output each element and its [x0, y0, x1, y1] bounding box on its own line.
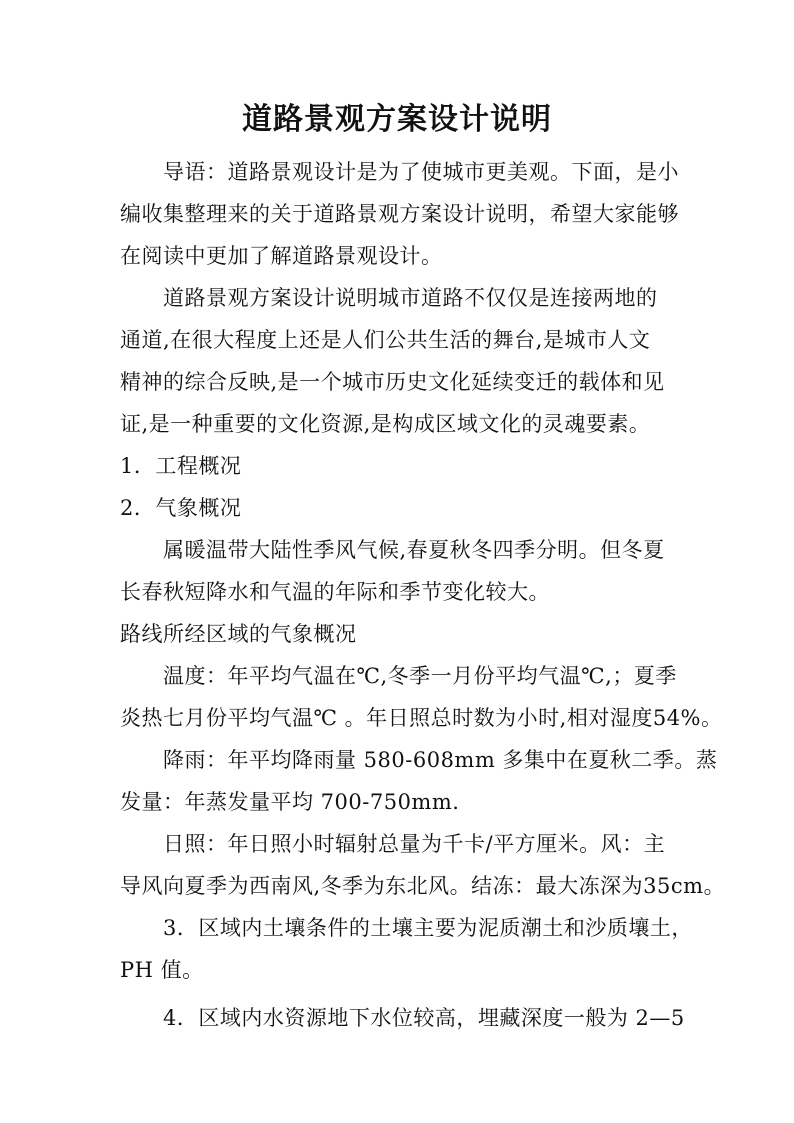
- document-title: 道路景观方案设计说明: [242, 102, 552, 137]
- paragraph-line: 编收集整理来的关于道路景观方案设计说明，希望大家能够: [120, 202, 679, 226]
- paragraph-line: 导风向夏季为西南风,冬季为东北风。结冻：最大冻深为35cm。: [120, 874, 726, 898]
- paragraph-line: 导语：道路景观设计是为了使城市更美观。下面，是小: [163, 160, 679, 184]
- paragraph-line: 长春秋短降水和气温的年际和季节变化较大。: [120, 580, 550, 604]
- paragraph-line: PH 值。: [120, 958, 204, 982]
- paragraph-line: 炎热七月份平均气温℃ 。年日照总时数为小时,相对湿度54%。: [120, 706, 723, 730]
- paragraph-line: 发量：年蒸发量平均 700-750mm.: [120, 790, 460, 814]
- paragraph-line: 在阅读中更加了解道路景观设计。: [120, 244, 443, 268]
- paragraph-line: 日照：年日照小时辐射总量为千卡/平方厘米。风：主: [163, 832, 666, 856]
- paragraph-line: 精神的综合反映,是一个城市历史文化延续变迁的载体和见: [120, 370, 665, 394]
- paragraph-line: 通道,在很大程度上还是人们公共生活的舞台,是城市人文: [120, 328, 651, 352]
- paragraph-line: 属暖温带大陆性季风气候,春夏秋冬四季分明。但冬夏: [163, 538, 665, 562]
- paragraph-line: 温度：年平均气温在℃,冬季一月份平均气温℃,；夏季: [163, 664, 677, 688]
- paragraph-line: 道路景观方案设计说明城市道路不仅仅是连接两地的: [163, 286, 658, 310]
- paragraph-line: 证,是一种重要的文化资源,是构成区域文化的灵魂要素。: [120, 412, 651, 436]
- section-heading: 2．气象概况: [120, 496, 242, 520]
- section-heading: 1．工程概况: [120, 454, 242, 478]
- paragraph-line: 路线所经区域的气象概况: [120, 622, 357, 646]
- paragraph-line: 3．区域内土壤条件的土壤主要为泥质潮土和沙质壤土，: [163, 916, 693, 940]
- paragraph-line: 降雨：年平均降雨量 580-608mm 多集中在夏秋二季。蒸: [163, 748, 718, 772]
- paragraph-line: 4．区域内水资源地下水位较高，埋藏深度一般为 2—5: [163, 1006, 685, 1030]
